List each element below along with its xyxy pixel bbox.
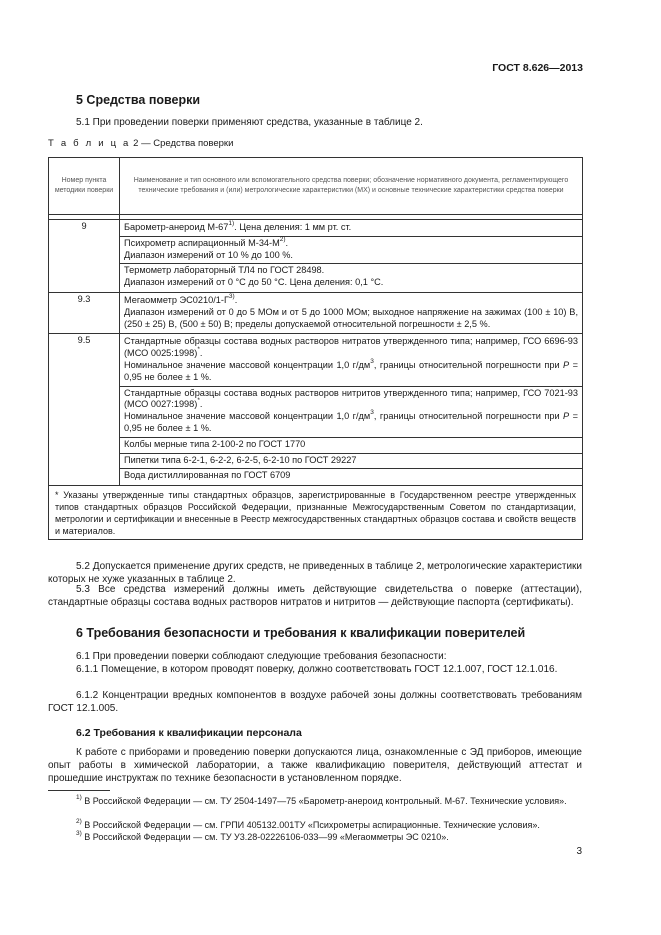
footnote-divider — [48, 790, 110, 791]
page-number: 3 — [576, 846, 582, 857]
clause-number: 9 — [49, 220, 120, 293]
paragraph-5-2: 5.2 Допускается применение других средств, не приведенных в таблице 2, метрологические характеристики которых не хуже указанных в таблице 2. — [48, 561, 582, 585]
section-6-title: 6 Требования безопасности и требования к квалификации поверителей — [76, 626, 526, 640]
means-megaohmmeter: Мегаомметр $ЭС0210/1-Г^{3)}$. Диапазон измерений от 0 до 5 МОм и от 5 до 1000 МОм; выходное напряжение на зажимах (100 ± 10) В, (250 ± 25) В, (500 ± 50) В; пределы допускаемой относительной погрешности ± 2,5 %. — [124, 292, 578, 329]
table-2 — [48, 157, 583, 540]
footnote-3: $^{3)}$ В Российской Федерации — см. ТУ У3.28-02226106-033—99 «Мегаомметры ЭС 0210». — [76, 830, 449, 842]
paragraph-6-1-1: 6.1.1 Помещение, в котором проводят поверку, должно соответствовать ГОСТ 12.1.007, ГОСТ 12.1.016. — [76, 664, 558, 675]
table-footnote: * Указаны утвержденные типы стандартных образцов, зарегистрированные в Государственном реестре утвержденных типов стандартных образцов Российской Федерации, признанные Межгосударственным Советом по стандартизации, метрологии и сертификации и внесенные в Реестр межгосударственных стандартных образцов состава и свойств веществ и материалов. — [49, 486, 583, 540]
paragraph-5-3: 5.3 Все средства измерений должны иметь действующие свидетельства о поверке (аттестации), стандартные образцы состава водных растворов нитратов и нитритов — действующие паспорта (сертификаты). — [48, 584, 582, 608]
paragraph-5-1: 5.1 При проведении поверки применяют средства, указанные в таблице 2. — [76, 117, 423, 128]
footnote-1: $^{1)}$ В Российской Федерации — см. ТУ 2504-1497—75 «Барометр-анероид контрольный. М-67. Технические условия». — [76, 794, 567, 806]
section-5-title: 5 Средства поверки — [76, 93, 201, 107]
table-row — [49, 334, 583, 486]
subsection-6-2-title: 6.2 Требования к квалификации персонала — [76, 727, 302, 739]
standard-number: ГОСТ 8.626—2013 — [492, 62, 583, 74]
means-nitrate-standards: Стандартные образцы состава водных растворов нитратов утвержденного типа; например, ГСО 6696-93 (МСО 0025:1998)*. Номинальное значение массовой концентрации 1,0 $г/дм^3$, границы относительной погрешности при Р = 0,95 не более ± 1 %. — [124, 336, 578, 382]
footnote-2: $^{2)}$ В Российской Федерации — см. ГРПИ 405132.001ТУ «Психрометры аспирационные. Технические условия». — [76, 818, 540, 830]
means-cell — [120, 334, 583, 486]
table-header-row — [49, 158, 583, 215]
means-nitrite-standards: Стандартные образцы состава водных растворов нитритов утвержденного типа; например, ГСО 7021-93 (МСО 0027:1998)*. Номинальное значение массовой концентрации 1,0 $г/дм^3$, границы относительной погрешности при Р = 0,95 не более ± 1 %. — [120, 386, 582, 437]
means-cell — [120, 292, 583, 333]
means-cell — [120, 220, 583, 293]
table-row — [49, 220, 583, 293]
header-col-means: Наименование и тип основного или вспомогательного средства поверки; обозначение нормативного документа, регламентирующего технические требования и (или) метрологические характеристики (МХ) и основные технические характеристики средства поверки — [120, 158, 583, 215]
means-flasks: Колбы мерные типа 2-100-2 по ГОСТ 1770 — [120, 437, 582, 453]
means-water: Вода дистиллированная по ГОСТ 6709 — [120, 468, 582, 484]
clause-number: 9.3 — [49, 292, 120, 333]
table-2-caption: Т а б л и ц а 2 — Средства поверки — [48, 138, 234, 149]
paragraph-6-1: 6.1 При проведении поверки соблюдают следующие требования безопасности: — [76, 651, 447, 662]
table-row — [49, 292, 583, 333]
table-note-row — [49, 486, 583, 540]
paragraph-6-2: К работе с приборами и проведению поверки допускаются лица, ознакомленные с ЭД приборов, имеющие опыт работы в химической лаборатории, а также квалификацию поверителя, действующий аттестат и прошедшие инструктаж по технике безопасности в установленном порядке. — [48, 747, 582, 784]
paragraph-6-1-2: 6.1.2 Концентрации вредных компонентов в воздухе рабочей зоны должны соответствовать требованиям ГОСТ 12.1.005. — [48, 690, 582, 714]
means-psychrometer: Психрометр аспирационный $М-34-М^{2)}$. Диапазон измерений от 10 % до 100 %. — [120, 236, 582, 264]
means-pipettes: Пипетки типа 6-2-1, 6-2-2, 6-2-5, 6-2-10 по ГОСТ 29227 — [120, 453, 582, 469]
clause-number: 9.5 — [49, 334, 120, 486]
means-thermometer: Термометр лабораторный ТЛ4 по ГОСТ 28498. Диапазон измерений от 0 °С до 50 °С. Цена деления: 0,1 °С. — [120, 263, 582, 291]
header-col-clause: Номер пункта методики поверки — [49, 158, 120, 215]
means-barometer: Барометр-анероид М-67$^{1)}$. Цена деления: 1 мм рт. ст. — [124, 219, 352, 232]
